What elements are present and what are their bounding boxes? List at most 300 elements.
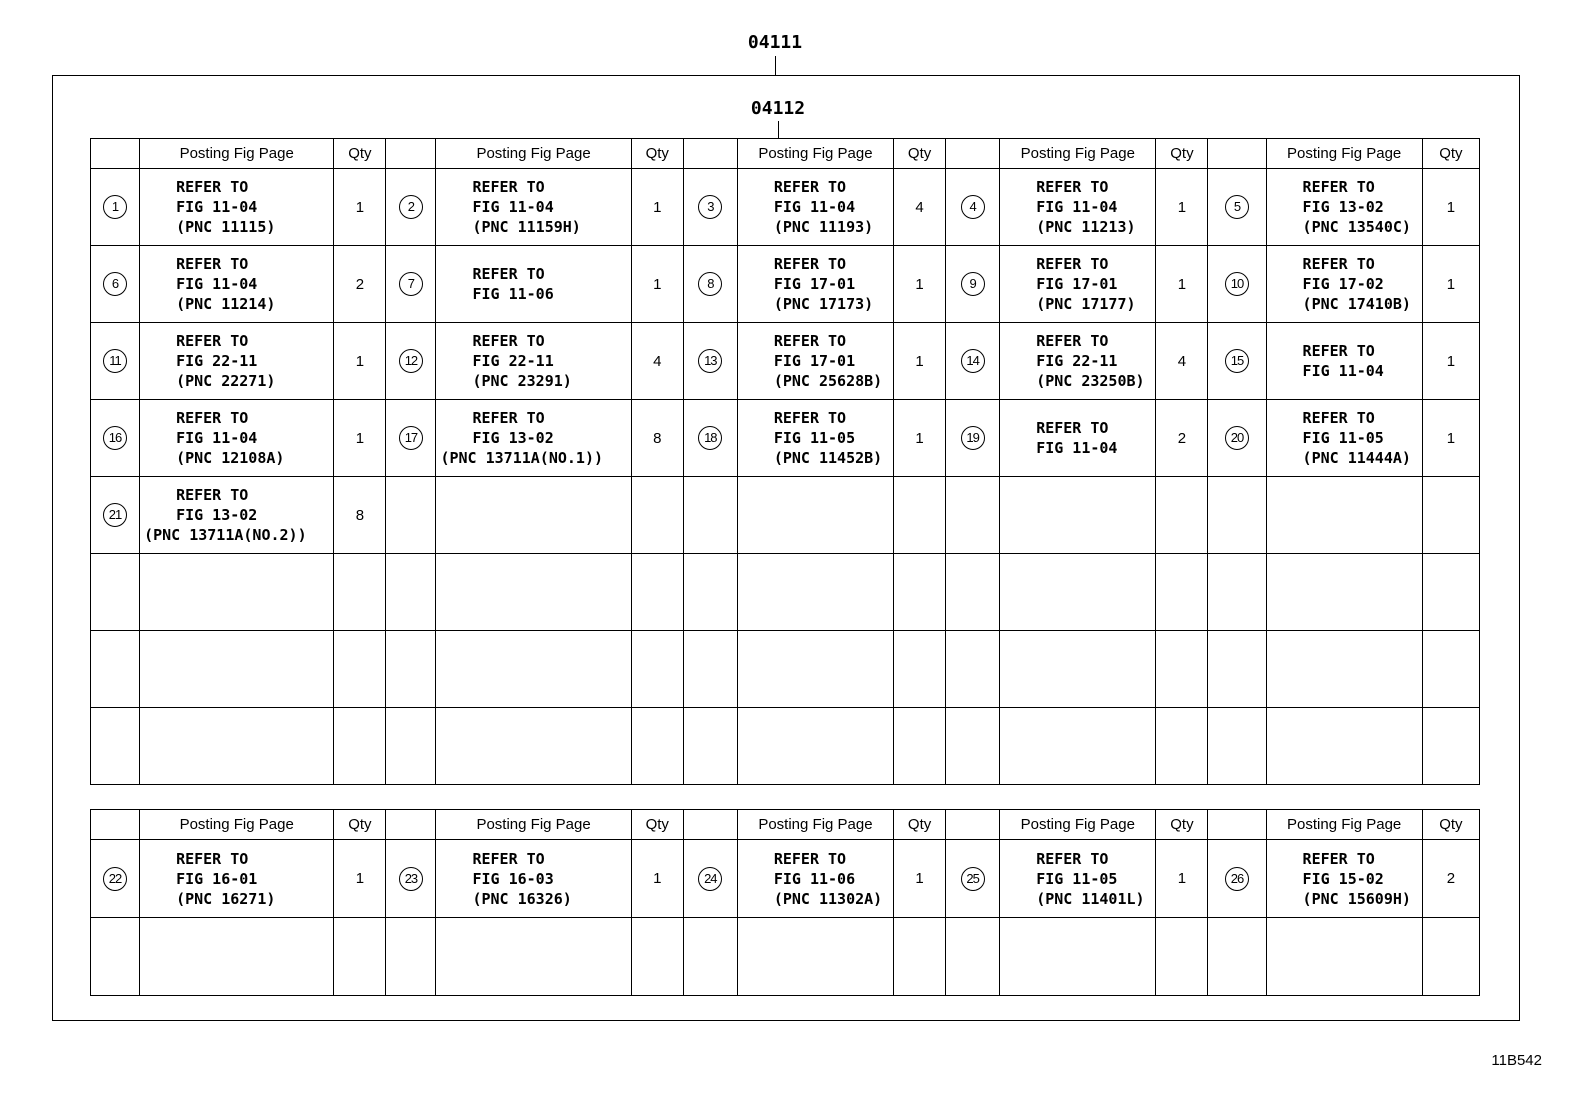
item-number-badge: 4 xyxy=(961,195,985,219)
posting-fig-page-cell xyxy=(737,840,893,918)
posting-fig-page-cell xyxy=(140,246,334,323)
posting-line: REFER TO xyxy=(176,849,249,868)
posting-fig-page-cell xyxy=(1266,323,1422,400)
table-row xyxy=(91,400,1480,477)
posting-fig-page-cell xyxy=(140,918,334,996)
header-qty: Qty xyxy=(631,139,683,169)
qty-cell xyxy=(894,708,946,785)
item-number-cell xyxy=(1208,918,1266,996)
posting-line: FIG 17-02 xyxy=(1302,275,1384,293)
table-row xyxy=(91,840,1480,918)
posting-fig-page-cell xyxy=(1266,840,1422,918)
assembly-code-04112: 04112 xyxy=(750,98,806,119)
posting-line: (PNC 11213) xyxy=(1036,218,1136,236)
assembly-code-04111: 04111 xyxy=(747,32,803,53)
posting-fig-page-cell xyxy=(1000,918,1156,996)
posting-line: FIG 13-02 xyxy=(1302,198,1384,216)
posting-line: (PNC 11401L) xyxy=(1036,889,1145,908)
posting-line: (PNC 11302A) xyxy=(773,889,883,908)
posting-fig-page-cell xyxy=(140,400,334,477)
qty-cell: 1 xyxy=(334,840,386,918)
item-number-cell xyxy=(683,246,737,323)
posting-line: FIG 17-01 xyxy=(773,275,856,293)
qty-cell xyxy=(1156,477,1208,554)
item-number-badge: 15 xyxy=(1225,349,1249,373)
posting-fig-page-cell xyxy=(436,708,631,785)
qty-cell: 1 xyxy=(334,169,386,246)
qty-cell xyxy=(1422,708,1479,785)
posting-line: FIG 11-04 xyxy=(773,198,856,216)
header-qty: Qty xyxy=(631,810,683,840)
qty-cell: 1 xyxy=(1422,400,1479,477)
posting-fig-page-cell xyxy=(1000,631,1156,708)
posting-line: FIG 11-06 xyxy=(472,285,554,303)
posting-fig-page-cell xyxy=(1266,246,1422,323)
posting-fig-page-cell xyxy=(1266,400,1422,477)
posting-fig-page-cell xyxy=(737,400,893,477)
item-number-cell xyxy=(91,323,140,400)
qty-cell: 2 xyxy=(1422,840,1479,918)
item-number-badge: 22 xyxy=(103,867,127,891)
posting-line: FIG 11-05 xyxy=(1036,869,1118,888)
item-number-cell xyxy=(946,169,1000,246)
posting-line: REFER TO xyxy=(176,409,249,427)
posting-fig-page-cell xyxy=(737,708,893,785)
posting-line: (PNC 11115) xyxy=(176,218,276,236)
posting-fig-page-cell xyxy=(436,554,631,631)
table-row xyxy=(91,169,1480,246)
item-number-badge: 13 xyxy=(698,349,722,373)
item-number-cell xyxy=(91,169,140,246)
item-number-cell xyxy=(386,631,436,708)
posting-line: REFER TO xyxy=(176,255,249,273)
qty-cell: 8 xyxy=(334,477,386,554)
qty-cell: 4 xyxy=(894,169,946,246)
posting-fig-page-cell xyxy=(436,477,631,554)
qty-cell xyxy=(1156,631,1208,708)
posting-fig-page-cell xyxy=(737,169,893,246)
posting-line: (PNC 22271) xyxy=(176,372,276,390)
posting-line: (PNC 11444A) xyxy=(1302,449,1411,467)
posting-line: FIG 16-03 xyxy=(472,869,554,888)
item-number-badge: 24 xyxy=(698,867,722,891)
posting-fig-page-cell xyxy=(737,554,893,631)
qty-cell xyxy=(894,554,946,631)
item-number-cell xyxy=(91,918,140,996)
posting-line: FIG 11-04 xyxy=(472,198,554,216)
qty-cell xyxy=(631,708,683,785)
qty-cell xyxy=(1422,477,1479,554)
table-row xyxy=(91,246,1480,323)
table-row xyxy=(91,631,1480,708)
qty-cell xyxy=(1422,631,1479,708)
header-index-cell xyxy=(946,810,1000,840)
header-posting-fig-page: Posting Fig Page xyxy=(436,139,631,169)
qty-cell: 1 xyxy=(1422,323,1479,400)
qty-cell: 1 xyxy=(334,400,386,477)
header-qty: Qty xyxy=(894,139,946,169)
item-number-cell xyxy=(1208,169,1266,246)
posting-fig-page-cell xyxy=(140,477,334,554)
posting-fig-page-cell xyxy=(140,708,334,785)
item-number-cell xyxy=(683,918,737,996)
qty-cell xyxy=(894,477,946,554)
posting-line: FIG 11-06 xyxy=(773,869,856,888)
item-number-badge: 25 xyxy=(961,867,985,891)
posting-fig-page-cell xyxy=(1266,169,1422,246)
posting-line: (PNC 12108A) xyxy=(176,449,285,467)
posting-line: REFER TO xyxy=(1036,849,1109,868)
posting-fig-page-cell xyxy=(1266,708,1422,785)
posting-line: (PNC 23250B) xyxy=(1036,372,1145,390)
item-number-cell xyxy=(683,840,737,918)
posting-fig-page-cell xyxy=(436,323,631,400)
posting-line: (PNC 13711A(NO.1)) xyxy=(440,449,604,467)
posting-line: (PNC 16271) xyxy=(176,889,276,908)
qty-cell xyxy=(1156,554,1208,631)
qty-cell: 1 xyxy=(1156,246,1208,323)
header-posting-fig-page: Posting Fig Page xyxy=(436,810,631,840)
item-number-cell xyxy=(386,246,436,323)
item-number-badge: 23 xyxy=(399,867,423,891)
posting-line: FIG 17-01 xyxy=(773,352,856,370)
qty-cell: 1 xyxy=(631,169,683,246)
posting-line: (PNC 17410B) xyxy=(1302,295,1411,313)
item-number-badge: 14 xyxy=(961,349,985,373)
item-number-cell xyxy=(386,708,436,785)
table-header-row xyxy=(91,139,1480,169)
header-posting-fig-page: Posting Fig Page xyxy=(140,810,334,840)
qty-cell xyxy=(894,631,946,708)
posting-line: REFER TO xyxy=(472,332,545,350)
table-row xyxy=(91,708,1480,785)
header-posting-fig-page: Posting Fig Page xyxy=(1000,139,1156,169)
header-index-cell xyxy=(683,810,737,840)
item-number-cell xyxy=(91,840,140,918)
qty-cell: 1 xyxy=(894,246,946,323)
qty-cell xyxy=(894,918,946,996)
qty-cell: 2 xyxy=(334,246,386,323)
posting-fig-page-cell xyxy=(436,169,631,246)
posting-line: FIG 22-11 xyxy=(472,352,554,370)
posting-fig-page-cell xyxy=(436,918,631,996)
posting-fig-page-cell xyxy=(1000,554,1156,631)
item-number-badge: 8 xyxy=(698,272,722,296)
item-number-cell xyxy=(946,554,1000,631)
item-number-cell xyxy=(1208,840,1266,918)
item-number-cell xyxy=(683,323,737,400)
posting-line: REFER TO xyxy=(773,849,847,868)
posting-line: FIG 13-02 xyxy=(176,506,258,524)
posting-line: FIG 22-11 xyxy=(1036,352,1118,370)
item-number-cell xyxy=(386,400,436,477)
item-number-cell xyxy=(683,554,737,631)
item-number-badge: 21 xyxy=(103,503,127,527)
item-number-badge: 11 xyxy=(103,349,127,373)
posting-fig-page-cell xyxy=(1000,323,1156,400)
posting-line: (PNC 11159H) xyxy=(472,218,581,236)
posting-line: FIG 11-04 xyxy=(176,429,258,447)
posting-fig-page-cell xyxy=(1000,169,1156,246)
posting-fig-page-cell xyxy=(436,840,631,918)
header-index-cell xyxy=(683,139,737,169)
qty-cell: 1 xyxy=(334,323,386,400)
header-index-cell xyxy=(1208,139,1266,169)
item-number-cell xyxy=(91,631,140,708)
item-number-cell xyxy=(683,400,737,477)
posting-line: FIG 11-04 xyxy=(1036,439,1118,457)
posting-line: REFER TO xyxy=(1036,419,1109,437)
posting-line: REFER TO xyxy=(773,178,847,196)
item-number-cell xyxy=(1208,323,1266,400)
header-qty: Qty xyxy=(334,810,386,840)
item-number-cell xyxy=(91,708,140,785)
posting-line: REFER TO xyxy=(773,409,847,427)
item-number-badge: 18 xyxy=(698,426,722,450)
posting-fig-page-cell xyxy=(1000,400,1156,477)
posting-line: (PNC 11214) xyxy=(176,295,276,313)
header-qty: Qty xyxy=(894,810,946,840)
qty-cell xyxy=(1156,708,1208,785)
posting-line: REFER TO xyxy=(176,332,249,350)
posting-line: (PNC 17177) xyxy=(1036,295,1136,313)
qty-cell xyxy=(1422,918,1479,996)
posting-line: (PNC 25628B) xyxy=(773,372,883,390)
posting-fig-page-cell xyxy=(140,169,334,246)
item-number-badge: 16 xyxy=(103,426,127,450)
posting-fig-page-cell xyxy=(737,918,893,996)
table-row xyxy=(91,918,1480,996)
header-qty: Qty xyxy=(1156,810,1208,840)
header-posting-fig-page: Posting Fig Page xyxy=(1000,810,1156,840)
posting-line: FIG 11-05 xyxy=(1302,429,1384,447)
qty-cell: 1 xyxy=(1422,169,1479,246)
header-index-cell xyxy=(91,810,140,840)
qty-cell: 1 xyxy=(1156,840,1208,918)
item-number-badge: 10 xyxy=(1225,272,1249,296)
posting-fig-page-cell xyxy=(140,631,334,708)
item-number-cell xyxy=(683,169,737,246)
item-number-cell xyxy=(386,918,436,996)
item-number-cell xyxy=(91,400,140,477)
table-row xyxy=(91,323,1480,400)
qty-cell xyxy=(1156,918,1208,996)
header-index-cell xyxy=(1208,810,1266,840)
posting-line: FIG 22-11 xyxy=(176,352,258,370)
posting-line: (PNC 16326) xyxy=(472,889,572,908)
posting-line: REFER TO xyxy=(176,486,249,504)
posting-line: FIG 13-02 xyxy=(472,429,554,447)
qty-cell xyxy=(631,918,683,996)
item-number-cell xyxy=(1208,400,1266,477)
item-number-cell xyxy=(1208,708,1266,785)
posting-line: (PNC 13711A(NO.2)) xyxy=(144,526,307,544)
item-number-cell xyxy=(1208,246,1266,323)
posting-line: FIG 11-05 xyxy=(773,429,856,447)
posting-line: (PNC 11193) xyxy=(773,218,874,236)
item-number-cell xyxy=(1208,477,1266,554)
posting-fig-page-cell xyxy=(1266,918,1422,996)
posting-line: FIG 11-04 xyxy=(176,198,258,216)
posting-line: REFER TO xyxy=(1036,332,1109,350)
item-number-cell xyxy=(386,554,436,631)
item-number-cell xyxy=(946,400,1000,477)
posting-line: REFER TO xyxy=(176,178,249,196)
posting-line: REFER TO xyxy=(1302,255,1375,273)
posting-fig-page-cell xyxy=(1000,477,1156,554)
item-number-badge: 19 xyxy=(961,426,985,450)
item-number-badge: 7 xyxy=(399,272,423,296)
posting-line: (PNC 17173) xyxy=(773,295,874,313)
table-row xyxy=(91,477,1480,554)
header-index-cell xyxy=(386,810,436,840)
posting-fig-page-cell xyxy=(1266,554,1422,631)
item-number-cell xyxy=(91,554,140,631)
posting-line: FIG 11-04 xyxy=(176,275,258,293)
posting-fig-page-cell xyxy=(737,323,893,400)
item-number-cell xyxy=(946,918,1000,996)
posting-fig-page-cell xyxy=(737,631,893,708)
posting-line: REFER TO xyxy=(1036,178,1109,196)
qty-cell: 1 xyxy=(631,840,683,918)
posting-line: FIG 15-02 xyxy=(1302,869,1384,888)
posting-fig-page-cell xyxy=(1266,477,1422,554)
posting-line: REFER TO xyxy=(1302,849,1375,868)
qty-cell xyxy=(334,918,386,996)
item-number-badge: 26 xyxy=(1225,867,1249,891)
item-number-badge: 5 xyxy=(1225,195,1249,219)
header-index-cell xyxy=(91,139,140,169)
posting-line: REFER TO xyxy=(1302,178,1375,196)
item-number-cell xyxy=(946,477,1000,554)
qty-cell: 8 xyxy=(631,400,683,477)
posting-line: FIG 11-04 xyxy=(1302,362,1384,380)
posting-line: REFER TO xyxy=(1036,255,1109,273)
posting-fig-page-cell xyxy=(436,400,631,477)
header-posting-fig-page: Posting Fig Page xyxy=(1266,139,1422,169)
header-posting-fig-page: Posting Fig Page xyxy=(737,139,893,169)
qty-cell xyxy=(631,477,683,554)
qty-cell xyxy=(334,708,386,785)
qty-cell: 1 xyxy=(894,400,946,477)
header-qty: Qty xyxy=(1422,139,1479,169)
qty-cell xyxy=(334,554,386,631)
item-number-cell xyxy=(1208,631,1266,708)
posting-line: REFER TO xyxy=(773,255,847,273)
posting-line: REFER TO xyxy=(472,178,545,196)
posting-fig-page-cell xyxy=(140,554,334,631)
parts-table-secondary xyxy=(90,809,1480,996)
item-number-badge: 6 xyxy=(103,272,127,296)
item-number-cell xyxy=(946,708,1000,785)
qty-cell: 1 xyxy=(631,246,683,323)
posting-line: REFER TO xyxy=(472,265,545,283)
item-number-cell xyxy=(946,631,1000,708)
posting-line: REFER TO xyxy=(773,332,847,350)
item-number-cell xyxy=(683,477,737,554)
item-number-badge: 3 xyxy=(698,195,722,219)
posting-fig-page-cell xyxy=(1000,246,1156,323)
leader-line-04111 xyxy=(775,56,776,76)
qty-cell xyxy=(631,631,683,708)
item-number-cell xyxy=(386,840,436,918)
posting-fig-page-cell xyxy=(1000,708,1156,785)
qty-cell xyxy=(334,631,386,708)
item-number-badge: 12 xyxy=(399,349,423,373)
item-number-cell xyxy=(1208,554,1266,631)
parts-table-main xyxy=(90,138,1480,785)
header-index-cell xyxy=(386,139,436,169)
leader-line-04112 xyxy=(778,121,779,138)
header-posting-fig-page: Posting Fig Page xyxy=(737,810,893,840)
item-number-cell xyxy=(386,477,436,554)
posting-fig-page-cell xyxy=(140,840,334,918)
item-number-cell xyxy=(386,169,436,246)
qty-cell: 1 xyxy=(1156,169,1208,246)
table-header-row xyxy=(91,810,1480,840)
item-number-badge: 20 xyxy=(1225,426,1249,450)
posting-line: FIG 16-01 xyxy=(176,869,258,888)
drawing-code: 11B542 xyxy=(1491,1052,1542,1069)
posting-line: REFER TO xyxy=(1302,409,1375,427)
posting-line: REFER TO xyxy=(472,849,545,868)
qty-cell: 2 xyxy=(1156,400,1208,477)
posting-line: (PNC 11452B) xyxy=(773,449,883,467)
item-number-badge: 1 xyxy=(103,195,127,219)
qty-cell: 4 xyxy=(631,323,683,400)
posting-line: REFER TO xyxy=(472,409,545,427)
header-qty: Qty xyxy=(334,139,386,169)
posting-fig-page-cell xyxy=(737,477,893,554)
posting-fig-page-cell xyxy=(436,631,631,708)
item-number-cell xyxy=(946,246,1000,323)
item-number-cell xyxy=(946,323,1000,400)
header-posting-fig-page: Posting Fig Page xyxy=(140,139,334,169)
item-number-cell xyxy=(946,840,1000,918)
qty-cell xyxy=(631,554,683,631)
posting-line: FIG 11-04 xyxy=(1036,198,1118,216)
header-qty: Qty xyxy=(1156,139,1208,169)
posting-fig-page-cell xyxy=(140,323,334,400)
qty-cell: 1 xyxy=(894,323,946,400)
header-index-cell xyxy=(946,139,1000,169)
item-number-badge: 9 xyxy=(961,272,985,296)
posting-fig-page-cell xyxy=(1266,631,1422,708)
header-qty: Qty xyxy=(1422,810,1479,840)
posting-fig-page-cell xyxy=(737,246,893,323)
item-number-cell xyxy=(386,323,436,400)
posting-line: (PNC 23291) xyxy=(472,372,572,390)
posting-line: FIG 17-01 xyxy=(1036,275,1118,293)
qty-cell: 1 xyxy=(1422,246,1479,323)
item-number-cell xyxy=(683,708,737,785)
posting-line: (PNC 15609H) xyxy=(1302,889,1411,908)
item-number-cell xyxy=(91,246,140,323)
posting-fig-page-cell xyxy=(1000,840,1156,918)
table-row xyxy=(91,554,1480,631)
qty-cell: 4 xyxy=(1156,323,1208,400)
posting-line: (PNC 13540C) xyxy=(1302,218,1411,236)
item-number-cell xyxy=(91,477,140,554)
posting-fig-page-cell xyxy=(436,246,631,323)
item-number-badge: 2 xyxy=(399,195,423,219)
qty-cell: 1 xyxy=(894,840,946,918)
item-number-cell xyxy=(683,631,737,708)
posting-line: REFER TO xyxy=(1302,342,1375,360)
header-posting-fig-page: Posting Fig Page xyxy=(1266,810,1422,840)
qty-cell xyxy=(1422,554,1479,631)
item-number-badge: 17 xyxy=(399,426,423,450)
